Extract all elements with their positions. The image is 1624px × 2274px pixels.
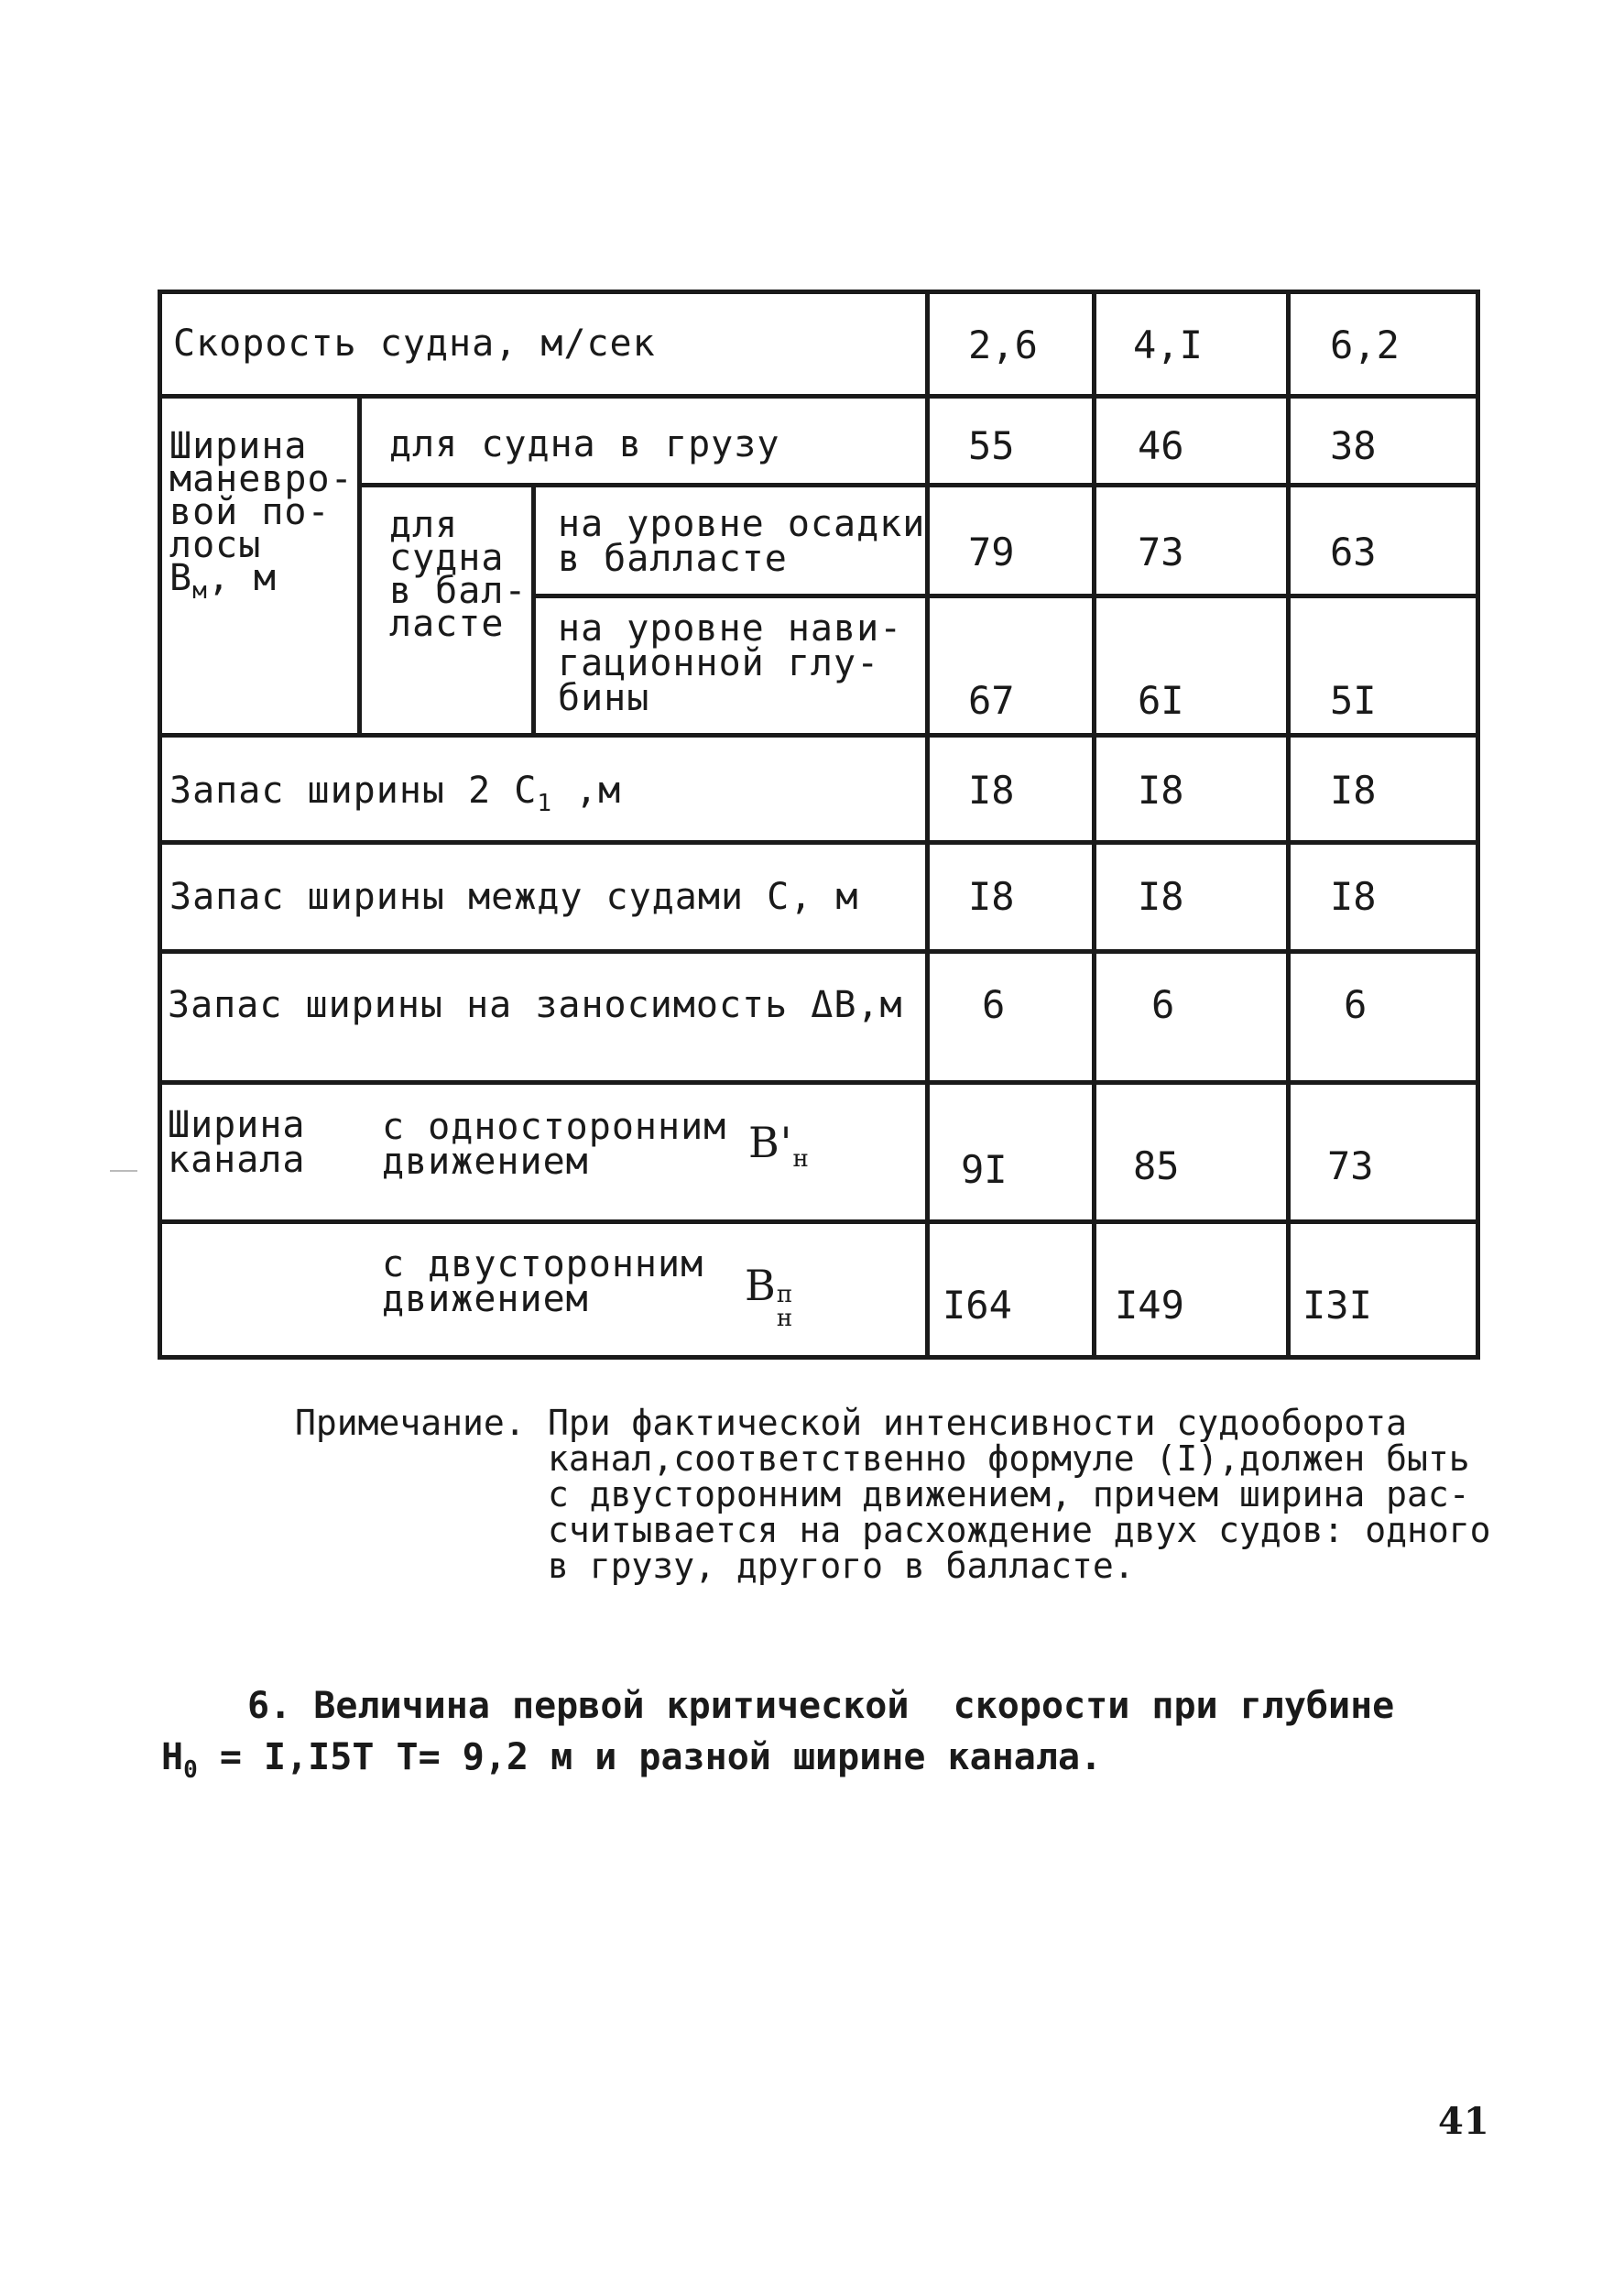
h-symbol: H	[161, 1736, 184, 1778]
note-body	[548, 1405, 1491, 1584]
channel-label-line: Ширина	[168, 1104, 306, 1146]
table-rule	[531, 594, 1476, 598]
table-rule	[531, 483, 536, 738]
note-line: в грузу, другого в балласте.	[548, 1546, 1135, 1586]
oneway-label-line: движением	[382, 1141, 589, 1183]
ballast-label-line: в бал-	[389, 570, 528, 612]
ballast-draft-value: 63	[1330, 530, 1377, 574]
maneuver-unit-tail: , м	[207, 557, 277, 599]
reserve-c-value: I8	[968, 874, 1015, 919]
ballast-nav-label-line: на уровне нави-	[558, 607, 903, 650]
ballast-label-line: ласте	[389, 603, 505, 645]
ballast-label-line: для	[389, 504, 459, 546]
oneway-value: 9I	[961, 1147, 1008, 1192]
twoway-value: I64	[943, 1283, 1012, 1328]
note-line: с двусторонним движением, причем ширина рас-	[548, 1474, 1470, 1514]
ballast-nav-label	[558, 607, 903, 719]
maneuver-unit-sub: м	[192, 577, 208, 605]
channel-label	[168, 1104, 306, 1181]
ballast-draft-value: 73	[1138, 530, 1184, 574]
twoway-label	[382, 1243, 704, 1320]
reserve-2c-tail: ,м	[551, 770, 622, 812]
maneuver-label-line: вой по-	[169, 491, 331, 533]
reserve-2c-value: I8	[1330, 768, 1377, 813]
silting-value: 6	[1151, 982, 1175, 1027]
section-line-2-tail: = I,I5T T= 9,2 м и разной ширине канала.	[197, 1736, 1103, 1778]
ballast-nav-value: 5I	[1330, 678, 1377, 723]
twoway-value: I3I	[1302, 1283, 1372, 1328]
ballast-nav-label-line: гационной глу-	[558, 642, 880, 684]
oneway-value: 85	[1133, 1143, 1180, 1188]
twoway-symbol-sup: п	[776, 1281, 794, 1308]
reserve-2c-sub: 1	[537, 790, 552, 817]
twoway-label-line: с двусторонним	[382, 1243, 704, 1285]
oneway-label-line: с односторонним	[382, 1106, 727, 1148]
oneway-symbol-text: B'	[748, 1118, 793, 1167]
silting-label: Запас ширины на заносимость ΔB,м	[168, 984, 903, 1026]
section-line-1: 6. Величина первой критической скорости при глубине	[247, 1685, 1395, 1727]
table-rule	[162, 949, 1476, 954]
margin-mark	[110, 1170, 137, 1172]
ballast-nav-value: 6I	[1138, 678, 1184, 723]
speed-value: 6,2	[1330, 323, 1400, 367]
channel-width-table	[158, 290, 1480, 1360]
oneway-label	[382, 1106, 727, 1183]
reserve-2c-label	[169, 772, 621, 822]
twoway-symbol	[745, 1261, 795, 1332]
note-line: считывается на расхождение двух судов: одного	[548, 1510, 1491, 1550]
table-rule	[357, 483, 1476, 487]
table-rule	[925, 294, 930, 1355]
loaded-value: 38	[1330, 423, 1377, 468]
table-rule	[357, 394, 362, 738]
table-rule	[162, 1219, 1476, 1224]
ballast-draft-label	[558, 503, 926, 580]
table-rule	[162, 840, 1476, 845]
ballast-draft-value: 79	[968, 530, 1015, 574]
reserve-2c-value: I8	[968, 768, 1015, 813]
ballast-label	[389, 504, 528, 645]
reserve-2c-value: I8	[1138, 768, 1184, 813]
note-line: канал,соответственно формуле (I),должен быть	[548, 1438, 1470, 1479]
reserve-c-value: I8	[1138, 874, 1184, 919]
oneway-symbol	[748, 1118, 810, 1177]
twoway-symbol-text: B	[745, 1261, 777, 1310]
ballast-draft-label-line: на уровне осадки	[558, 503, 926, 545]
note-prefix: Примечание.	[295, 1403, 526, 1443]
silting-value: 6	[982, 982, 1006, 1027]
table-rule	[162, 1080, 1476, 1085]
table-rule	[1092, 294, 1096, 1355]
reserve-c-label: Запас ширины между судами С, м	[169, 876, 859, 918]
table-rule	[1286, 294, 1291, 1355]
channel-label-line: канала	[168, 1139, 306, 1181]
ballast-nav-label-line: бины	[558, 677, 650, 719]
loaded-value: 55	[968, 423, 1015, 468]
speed-value: 2,6	[968, 323, 1038, 367]
twoway-label-line: движением	[382, 1278, 589, 1320]
maneuver-label	[169, 425, 354, 607]
note-line: При фактической интенсивности судооборота	[548, 1403, 1407, 1443]
twoway-symbol-sub: н	[776, 1305, 794, 1332]
ballast-draft-label-line: в балласте	[558, 538, 788, 580]
maneuver-label-line: Ширина	[169, 425, 308, 467]
ballast-label-line: судна	[389, 537, 505, 579]
speed-value: 4,I	[1133, 323, 1203, 367]
reserve-c-value: I8	[1330, 874, 1377, 919]
maneuver-label-line: маневро-	[169, 458, 354, 500]
reserve-2c-text: Запас ширины 2 С	[169, 770, 538, 812]
loaded-value: 46	[1138, 423, 1184, 468]
silting-value: 6	[1344, 982, 1368, 1027]
page-number: 41	[1438, 2100, 1489, 2143]
h-sub: 0	[183, 1756, 198, 1784]
maneuver-label-line: лосы	[169, 524, 262, 566]
ballast-nav-value: 67	[968, 678, 1015, 723]
speed-label: Скорость судна, м/сек	[173, 323, 656, 365]
maneuver-unit: B	[169, 557, 193, 599]
twoway-value: I49	[1115, 1283, 1184, 1328]
loaded-label: для судна в грузу	[389, 423, 780, 465]
oneway-value: 73	[1327, 1143, 1374, 1188]
section-line-2	[161, 1736, 1103, 1788]
oneway-symbol-sub: н	[792, 1145, 810, 1174]
